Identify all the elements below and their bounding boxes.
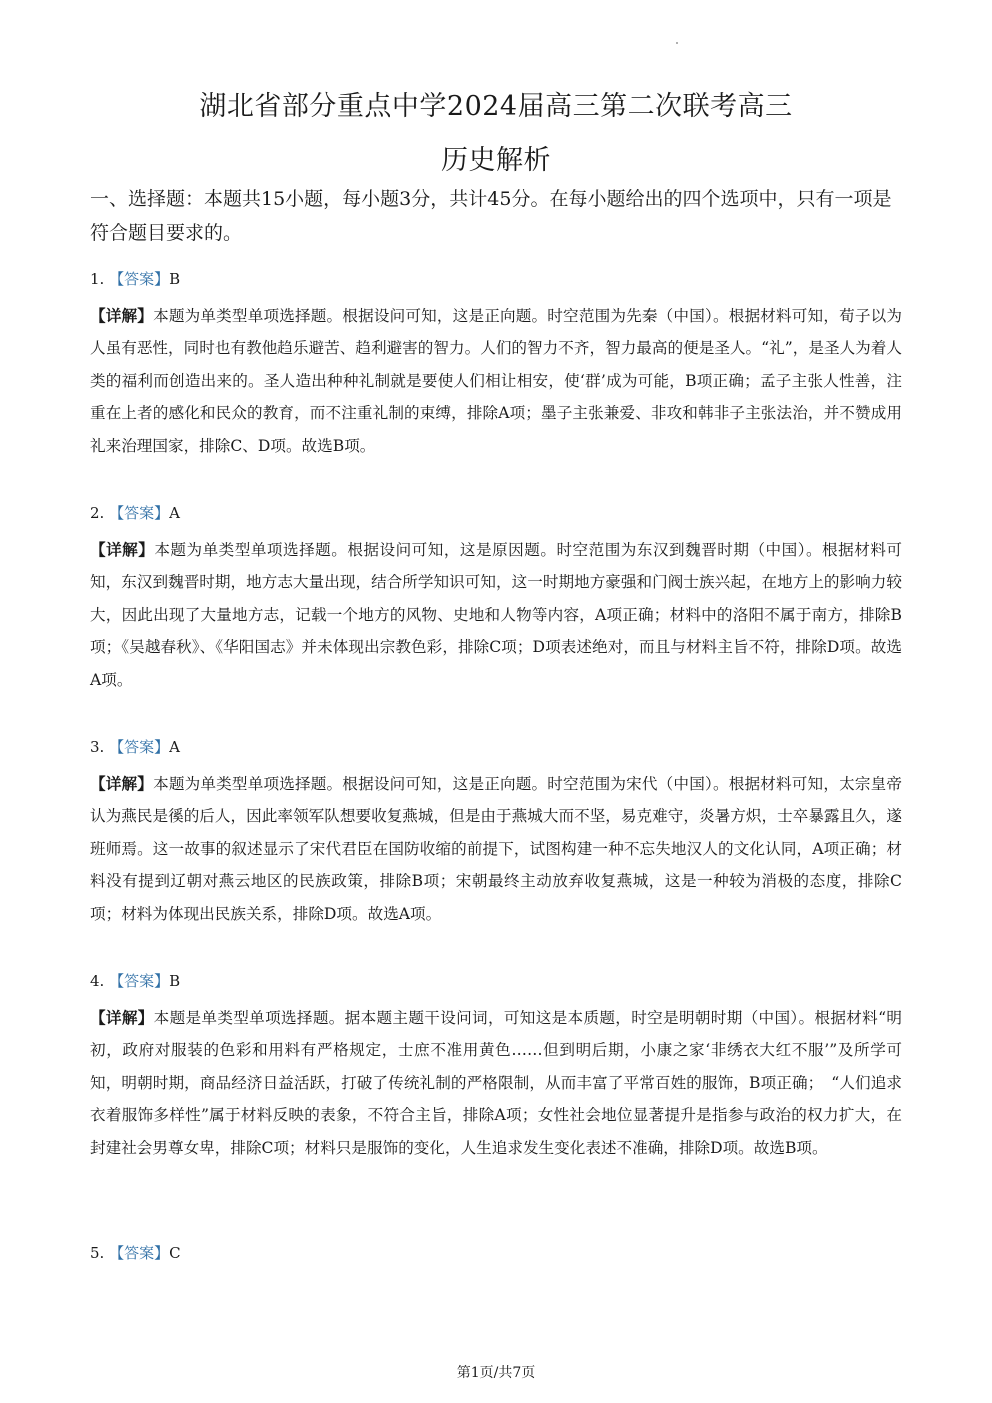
document-subtitle: 历史解析 [441, 145, 551, 176]
detail-paragraph-4 [90, 1002, 902, 1164]
detail-text: 本题是单类型单项选择题。据本题主题干设问词，可知这是本质题，时空是明朝时期（中国）。根据材料“明初，政府对服装的色彩和用料有严格规定，士庶不准用黄色……但到明后期，小康之家‘非绣衣大红不服’”及所学可知，明朝时期，商品经济日益活跃，打破了传统礼制的严格限制，从而丰富了平常百姓的服饰，B项正确； “人们追求衣着服饰多样性”属于材料反映的表象，不符合主旨，排除A项；女性社会地位显著提升是指参与政治的权力扩大，在封建社会男尊女卑，排除C项；材料只是服饰的变化，人生追求发生变化表述不准确，排除D项。故选B项。 [90, 1009, 902, 1157]
detail-label: 【详解】 [90, 1008, 154, 1027]
detail-paragraph-1 [90, 300, 902, 462]
answer-tag: 【答案】 [109, 738, 170, 756]
answer-tag: 【答案】 [109, 504, 170, 522]
detail-paragraph-2 [90, 534, 902, 696]
answer-value: B [169, 972, 181, 990]
question-number: 4. [90, 972, 105, 990]
detail-text: 本题为单类型单项选择题。根据设问可知，这是正向题。时空范围为宋代（中国）。根据材料可知，太宗皇帝认为燕民是徯的后人，因此率领军队想要收复燕城，但是由于燕城大而不坚，易克难守，炎暑方炽，士卒暴露且久，遂班师焉。这一故事的叙述显示了宋代君臣在国防收缩的前提下，试图构建一种不忘失地汉人的文化认同，A项正确；材料没有提到辽朝对燕云地区的民族政策，排除B项；宋朝最终主动放弃收复燕城，这是一种较为消极的态度，排除C项；材料为体现出民族关系，排除D项。故选A项。 [90, 775, 902, 923]
detail-label: 【详解】 [90, 306, 154, 325]
answer-line-5 [90, 1242, 181, 1263]
detail-text: 本题为单类型单项选择题。根据设问可知，这是原因题。时空范围为东汉到魏晋时期（中国）。根据材料可知，东汉到魏晋时期，地方志大量出现，结合所学知识可知，这一时期地方豪强和门阀士族兴起，在地方上的影响力较大，因此出现了大量地方志，记载一个地方的风物、史地和人物等内容，A项正确；材料中的洛阳不属于南方，排除B项；《吴越春秋》、《华阳国志》并未体现出宗教色彩，排除C项；D项表述绝对，而且与材料主旨不符，排除D项。故选A项。 [90, 541, 902, 689]
question-number: 2. [90, 504, 105, 522]
answer-value: C [169, 1244, 181, 1262]
answer-tag: 【答案】 [109, 972, 170, 990]
answer-line-1 [90, 268, 180, 289]
question-number: 1. [90, 270, 105, 288]
answer-tag: 【答案】 [109, 270, 170, 288]
answer-value: A [169, 504, 180, 522]
answer-value: A [169, 738, 180, 756]
question-number: 3. [90, 738, 105, 756]
document-title: 湖北省部分重点中学2024届高三第二次联考高三 [199, 91, 793, 122]
answer-line-2 [90, 502, 180, 523]
detail-label: 【详解】 [90, 540, 155, 559]
answer-value: B [169, 270, 181, 288]
answer-line-3 [90, 736, 180, 757]
detail-paragraph-3 [90, 768, 902, 930]
answer-line-4 [90, 970, 180, 991]
answer-tag: 【答案】 [109, 1244, 170, 1262]
detail-text: 本题为单类型单项选择题。根据设问可知，这是正向题。时空范围为先秦（中国）。根据材料可知，荀子以为人虽有恶性，同时也有教他趋乐避苦、趋利避害的智力。人们的智力不齐，智力最高的便是圣人。“礼”，是圣人为着人类的福利而创造出来的。圣人造出种种礼制就是要使人们相让相安，使‘群’成为可能，B项正确；孟子主张人性善，注重在上者的感化和民众的教育，而不注重礼制的束缚，排除A项；墨子主张兼爱、非攻和韩非子主张法治，并不赞成用礼来治理国家，排除C、D项。故选B项。 [90, 307, 902, 455]
scan-speck [676, 42, 678, 44]
question-number: 5. [90, 1244, 105, 1262]
page-footer: 第1页/共7页 [456, 1365, 536, 1381]
section-heading: 一、选择题：本题共15小题，每小题3分，共计45分。在每小题给出的四个选项中，只有一项是符合题目要求的。 [90, 188, 892, 244]
detail-label: 【详解】 [90, 774, 154, 793]
